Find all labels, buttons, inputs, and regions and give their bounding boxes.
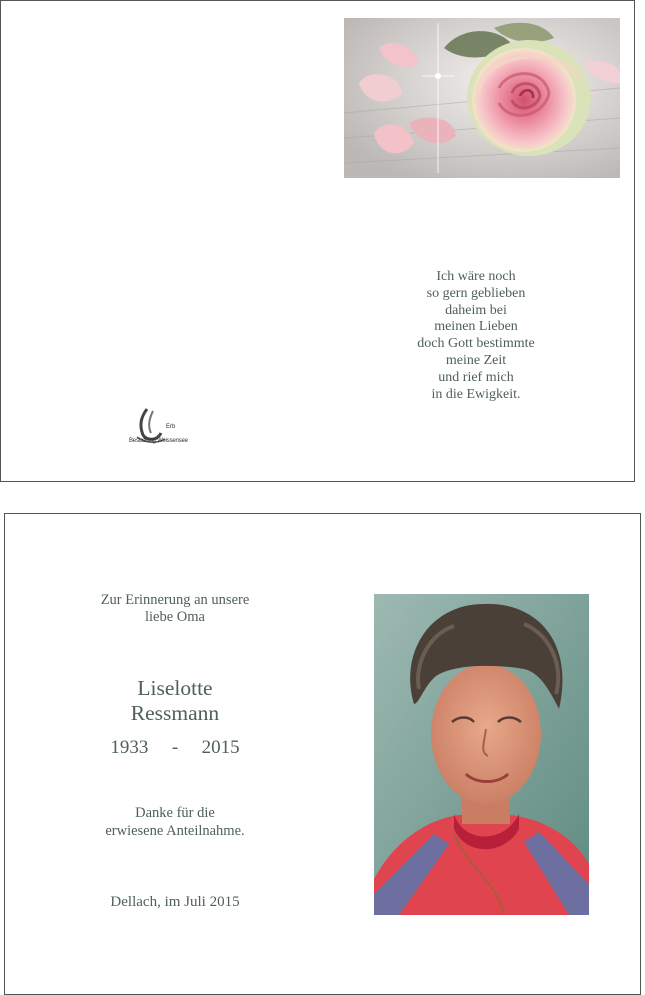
poem-line: meinen Lieben — [434, 319, 518, 335]
poem-line: so gern geblieben — [426, 285, 526, 301]
poem-line: und rief mich — [438, 369, 514, 385]
poem-line: daheim bei — [445, 302, 507, 318]
logo-top-text: Erb — [166, 424, 176, 430]
poem-line: doch Gott bestimmte — [417, 336, 535, 352]
thanks-line: erwiesene Anteilnahme. — [105, 823, 245, 839]
logo-bottom-text: Bestattung Weissensee — [129, 438, 188, 444]
years-separator: - — [171, 737, 179, 758]
poem — [396, 269, 556, 403]
place-date: Dellach, im Juli 2015 — [110, 894, 240, 910]
first-name: Liselotte — [137, 676, 213, 700]
last-name: Ressmann — [130, 701, 220, 725]
life-years — [65, 737, 285, 759]
card-front — [0, 0, 635, 482]
poem-line: meine Zeit — [445, 352, 507, 368]
poem-line: Ich wäre noch — [436, 269, 516, 284]
card-inside — [4, 513, 641, 995]
deceased-name — [65, 676, 285, 726]
portrait-photo — [374, 594, 589, 915]
intro-line: liebe Oma — [145, 609, 205, 625]
thanks-text — [65, 804, 285, 840]
birth-year: 1933 — [110, 737, 149, 758]
intro-line: Zur Erinnerung an unsere — [100, 592, 250, 608]
intro-text — [65, 592, 285, 626]
funeral-home-logo — [129, 407, 195, 449]
poem-line: in die Ewigkeit. — [431, 386, 521, 402]
death-year: 2015 — [201, 737, 240, 758]
thanks-line: Danke für die — [135, 805, 215, 821]
rose-photo — [344, 18, 620, 178]
